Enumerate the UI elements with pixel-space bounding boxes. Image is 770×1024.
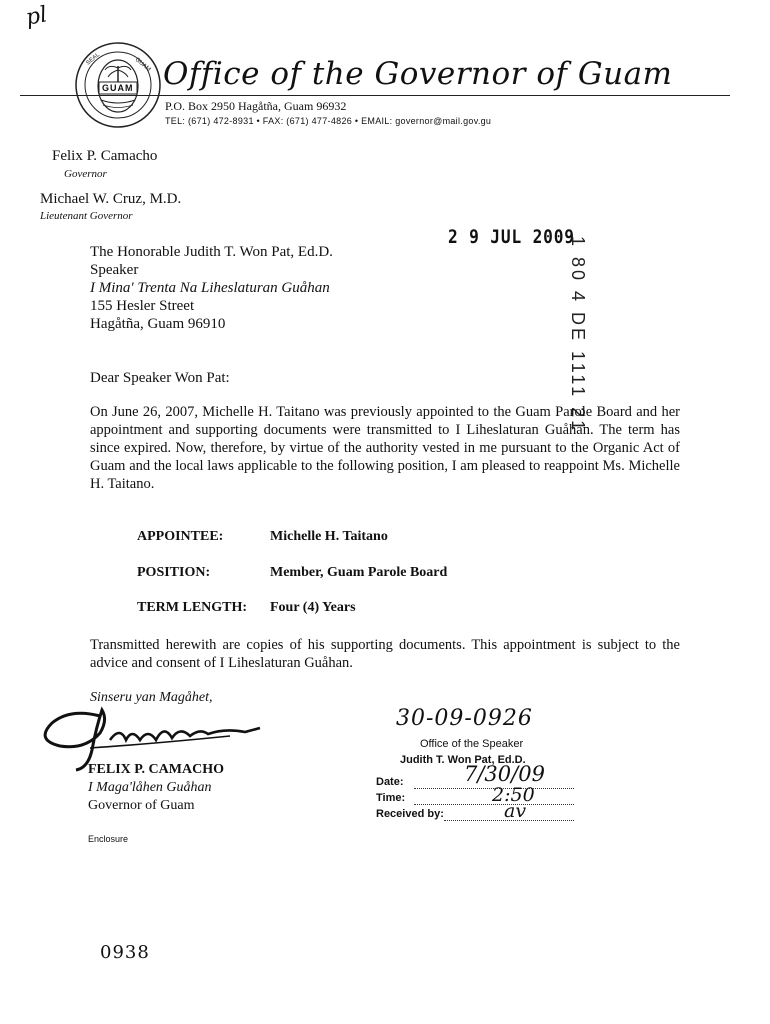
recipient-title: Speaker [90, 262, 139, 278]
appointee-label: APPOINTEE: [137, 529, 224, 544]
received-by-label: Received by: [376, 808, 444, 820]
signature-text [112, 710, 117, 711]
letterhead-address: P.O. Box 2950 Hagåtña, Guam 96932 [165, 99, 347, 113]
position-value: Member, Guam Parole Board [270, 565, 448, 580]
date-stamp: 2 9 JUL 2009 [448, 226, 575, 248]
side-received-stamp: 1 80 4 DE 1111 21 [568, 236, 588, 434]
letterhead-rule [20, 95, 730, 96]
signatory-title: Governor of Guam [88, 798, 195, 813]
corner-handwritten-mark: pl [23, 2, 50, 31]
recipient-city: Hagåtña, Guam 96910 [90, 316, 226, 332]
received-date-value: 7/30/09 [464, 762, 545, 786]
closing-line: Sinseru yan Magåhet, [90, 690, 213, 705]
received-time-value: 2:50 [492, 784, 535, 806]
letterhead-title: Office of the Governor of Guam [163, 56, 673, 92]
received-time-label: Time: [376, 792, 406, 804]
received-speaker: Judith T. Won Pat, Ed.D. [400, 754, 526, 766]
seal-text: GUAM [102, 83, 134, 93]
svg-text:GUAM: GUAM [133, 56, 152, 74]
guam-seal [73, 40, 163, 130]
closing-paragraph: Transmitted herewith are copies of his supporting documents. This appointment is subject to the advice and consent of I Liheslaturan Guåhan. [90, 637, 680, 671]
page-number: 0938 [100, 942, 150, 963]
lt-governor-title: Lieutenant Governor [40, 210, 133, 222]
svg-text:SEAL: SEAL [85, 52, 102, 67]
governor-title: Governor [64, 168, 107, 180]
received-number: 30-09-0926 [396, 706, 533, 731]
letterhead-contact: TEL: (671) 472-8931 • FAX: (671) 477-4826 • EMAIL: governor@mail.gov.gu [165, 116, 492, 126]
recipient-organization: I Mina' Trenta Na Liheslaturan Guåhan [90, 280, 330, 296]
received-date-label: Date: [376, 776, 404, 788]
received-stamp [372, 700, 612, 830]
recipient-street: 155 Hesler Street [90, 298, 195, 314]
term-length-value: Four (4) Years [270, 600, 356, 615]
signatory-name: FELIX P. CAMACHO [88, 762, 224, 777]
body-paragraph: On June 26, 2007, Michelle H. Taitano was previously appointed to the Guam Parole Board and her appointment and supporting documents were transmitted to I Liheslaturan Guåhan. The term has since expired. Now, therefore, by virtue of the authority vested in me pursuant to the Organic Act of Guam and the local laws applicable to the following position, I am pleased to reappoint Ms. Michelle H. Taitano. [90, 404, 680, 492]
recipient-name: The Honorable Judith T. Won Pat, Ed.D. [90, 244, 333, 260]
salutation: Dear Speaker Won Pat: [90, 370, 230, 386]
received-office: Office of the Speaker [420, 738, 524, 750]
enclosure-note: Enclosure [88, 834, 129, 844]
signatory-title-native: I Maga'låhen Guåhan [88, 780, 212, 795]
position-label: POSITION: [137, 565, 211, 580]
term-length-label: TERM LENGTH: [137, 600, 248, 615]
lt-governor-name: Michael W. Cruz, M.D. [40, 191, 182, 207]
appointee-value: Michelle H. Taitano [270, 529, 388, 544]
governor-name: Felix P. Camacho [52, 148, 158, 164]
received-by-value: av [504, 800, 527, 822]
